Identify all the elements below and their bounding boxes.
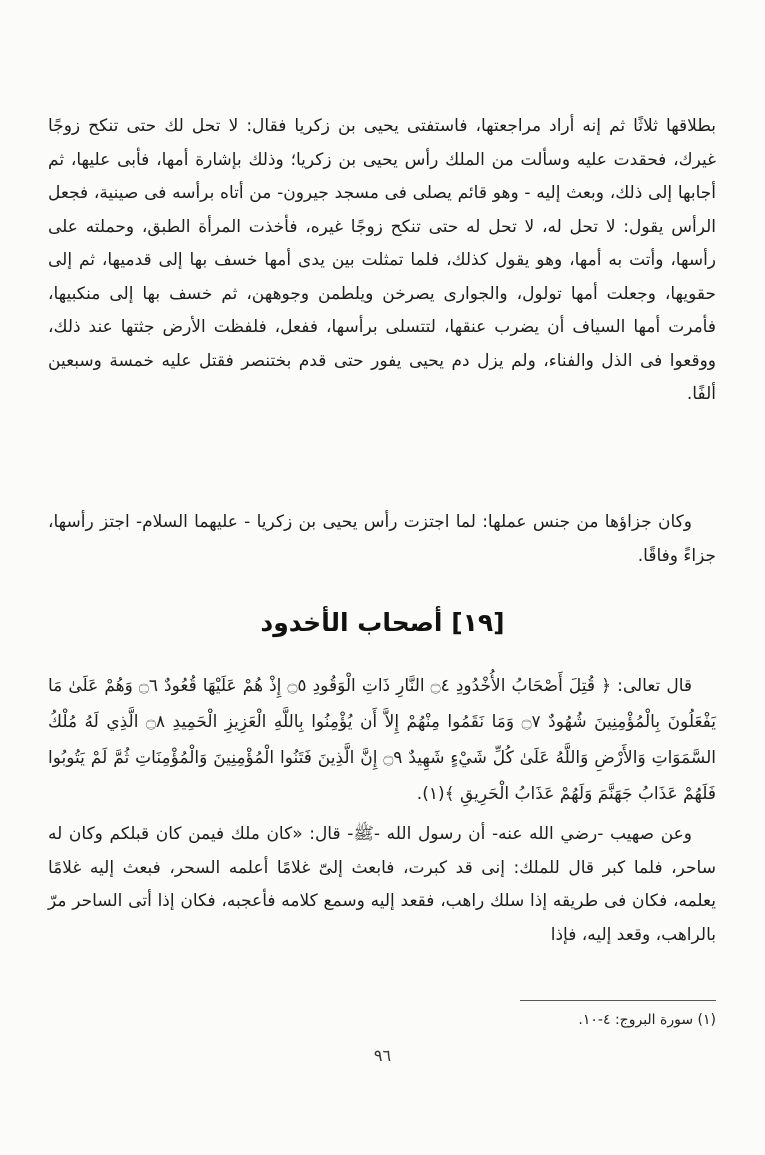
body-paragraph-1-container — [48, 110, 716, 412]
quran-verses-container — [48, 668, 716, 812]
body-paragraph-2-container — [48, 506, 716, 573]
body-paragraph-1: بطلاقها ثلاثًا ثم إنه أراد مراجعتها، فاستفتى يحيى بن زكريا فقال: لا تحل لك حتى تنكح زوجًا غيرك، فحقدت عليه وسألت من الملك رأس يحيى بن زكريا؛ وذلك بإشارة أمها، فأبى عليها، ثم أجابها إلى ذلك، وبعث إليه - وهو قائم يصلى فى مسجد جيرون- من أتاه برأسه فى صينية، فجعل الرأس يقول: لا تحل له، لا تحل له حتى تنكح زوجًا غيره، فأخذت المرأة الطبق، وحملته على رأسها، وأتت به أمها، وهو يقول كذلك، فلما تمثلت بين يدى أمها خسف بها إلى قدميها، ثم إلى حقويها، وجعلت أمها تولول، والجوارى يصرخن ويلطمن وجوههن، ثم خسف بها إلى منكبيها، فأمرت أمها السياف أن يضرب عنقها، لتتسلى برأسها، ففعل، فلفظت الأرض جثتها عند ذلك، ووقعوا فى الذل والفناء، ولم يزل دم يحيى يفور حتى قدم بختنصر فقتل عليه خمسة وسبعين ألفًا. — [48, 116, 716, 404]
quran-verses-paragraph: قال تعالى: ﴿ قُتِلَ أَصْحَابُ الأُخْدُودِ ۝٤ النَّارِ ذَاتِ الْوَقُودِ ۝٥ إِذْ هُمْ عَلَيْهَا قُعُودٌ ۝٦ وَهُمْ عَلَىٰ مَا يَفْعَلُونَ بِالْمُؤْمِنِينَ شُهُودٌ ۝٧ وَمَا نَقَمُوا مِنْهُمْ إِلاَّ أَن يُؤْمِنُوا بِاللَّهِ الْعَزِيزِ الْحَمِيدِ ۝٨ الَّذِي لَهُ مُلْكُ السَّمَوَاتِ وَالأَرْضِ وَاللَّهُ عَلَىٰ كُلِّ شَيْءٍ شَهِيدٌ ۝٩ إِنَّ الَّذِينَ فَتَنُوا الْمُؤْمِنِينَ وَالْمُؤْمِنَاتِ ثُمَّ لَمْ يَتُوبُوا فَلَهُمْ عَذَابُ جَهَنَّمَ وَلَهُمْ عَذَابُ الْحَرِيقِ ﴾(١). — [48, 676, 716, 804]
page-number: ٩٦ — [373, 1046, 392, 1065]
hadith-paragraph-container — [48, 818, 716, 952]
hadith-paragraph: وعن صهيب -رضي الله عنه- أن رسول الله -ﷺ- قال: «كان ملك فيمن كان قبلكم وكان له ساحر، فلما كبر قال للملك: إنى قد كبرت، فابعث إلىّ غلامًا أعلمه السحر، فبعث إليه غلامًا يعلمه، فكان فى طريقه إذا سلك راهب، فقعد إليه وسمع كلامه فأعجبه، فكان إذا أتى الساحر مرّ بالراهب، وقعد إليه، فإذا — [48, 824, 716, 945]
section-heading: [١٩] أصحاب الأخدود — [260, 608, 505, 637]
body-paragraph-2: وكان جزاؤها من جنس عملها: لما اجتزت رأس يحيى بن زكريا - عليهما السلام- اجتز رأسها، جزاءً وفاقًا. — [48, 512, 716, 566]
footnote-divider — [520, 1000, 716, 1001]
footnote: (١) سورة البروج: ٤-١٠. — [578, 1012, 716, 1028]
